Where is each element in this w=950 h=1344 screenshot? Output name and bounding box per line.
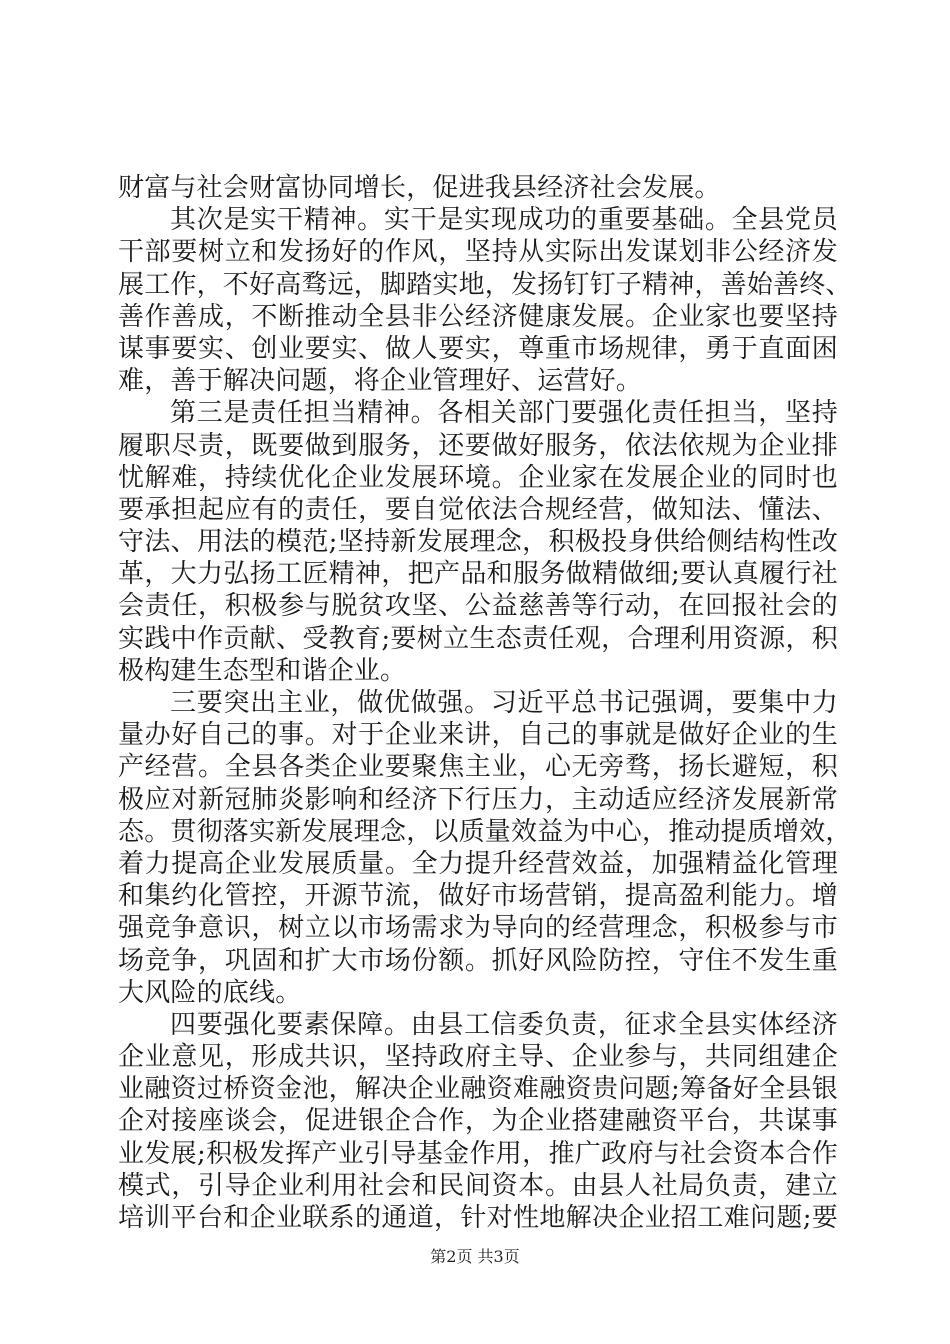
text-line: 履职尽责，既要做到服务，还要做好服务，依法依规为企业排: [118, 430, 838, 461]
text-line: 其次是实干精神。实干是实现成功的重要基础。全县党员: [170, 205, 838, 236]
text-line: 要承担起应有的责任，要自觉依法合规经营，做知法、懂法、: [118, 494, 838, 525]
text-line: 企业意见，形成共识，坚持政府主导、企业参与，共同组建企: [118, 1042, 838, 1073]
text-line: 大风险的底线。: [118, 977, 302, 1008]
text-line: 态。贯彻落实新发展理念，以质量效益为中心，推动提质增效，: [118, 816, 852, 847]
text-line: 强竞争意识，树立以市场需求为导向的经营理念，积极参与市: [118, 913, 838, 944]
document-body: [118, 172, 852, 1234]
text-line: 展工作，不好高骛远，脚踏实地，发扬钉钉子精神，善始善终、: [118, 269, 852, 300]
text-line: 革，大力弘扬工匠精神，把产品和服务做精做细;要认真履行社: [118, 559, 838, 590]
text-line: 三要突出主业，做优做强。习近平总书记强调，要集中力: [170, 688, 838, 718]
text-line: 忧解难，持续优化企业发展环境。企业家在发展企业的同时也: [118, 462, 838, 493]
text-line: 量办好自己的事。对于企业来讲，自己的事就是做好企业的生: [118, 720, 838, 751]
text-line: 极应对新冠肺炎影响和经济下行压力，主动适应经济发展新常: [118, 784, 838, 815]
text-line: 会责任，积极参与脱贫攻坚、公益慈善等行动，在回报社会的: [118, 591, 838, 622]
text-line: 干部要树立和发扬好的作风，坚持从实际出发谋划非公经济发: [118, 237, 838, 268]
text-line: 难，善于解决问题，将企业管理好、运营好。: [118, 366, 643, 397]
text-line: 业融资过桥资金池，解决企业融资难融资贵问题;筹备好全县银: [118, 1074, 838, 1105]
text-line: 谋事要实、创业要实、做人要实，尊重市场规律，勇于直面困: [118, 333, 838, 364]
text-line: 和集约化管控，开源节流，做好市场营销，提高盈利能力。增: [118, 881, 838, 912]
text-line: 实践中作贡献、受教育;要树立生态责任观，合理利用资源，积: [118, 623, 838, 654]
text-line: 着力提高企业发展质量。全力提升经营效益，加强精益化管理: [118, 848, 838, 879]
text-line: 第三是责任担当精神。各相关部门要强化责任担当，坚持: [170, 398, 838, 429]
text-line: 模式，引导企业利用社会和民间资本。由县人社局负责，建立: [118, 1170, 838, 1201]
text-line: 培训平台和企业联系的通道，针对性地解决企业招工难问题;要: [118, 1203, 838, 1233]
text-line: 产经营。全县各类企业要聚焦主业，心无旁骛，扬长避短，积: [118, 752, 838, 783]
text-line: 善作善成，不断推动全县非公经济健康发展。企业家也要坚持: [118, 301, 838, 332]
text-line: 财富与社会财富协同增长，促进我县经济社会发展。: [118, 173, 721, 203]
text-line: 企对接座谈会，促进银企合作，为企业搭建融资平台，共谋事: [118, 1106, 838, 1137]
page-footer: 第2页 共3页: [430, 1247, 520, 1266]
text-line: 极构建生态型和谐企业。: [118, 655, 407, 686]
text-line: 四要强化要素保障。由县工信委负责，征求全县实体经济: [170, 1009, 838, 1040]
text-line: 场竞争，巩固和扩大市场份额。抓好风险防控，守住不发生重: [118, 945, 838, 976]
text-line: 守法、用法的模范;坚持新发展理念，积极投身供给侧结构性改: [118, 527, 838, 558]
text-line: 业发展;积极发挥产业引导基金作用，推广政府与社会资本合作: [118, 1138, 838, 1169]
